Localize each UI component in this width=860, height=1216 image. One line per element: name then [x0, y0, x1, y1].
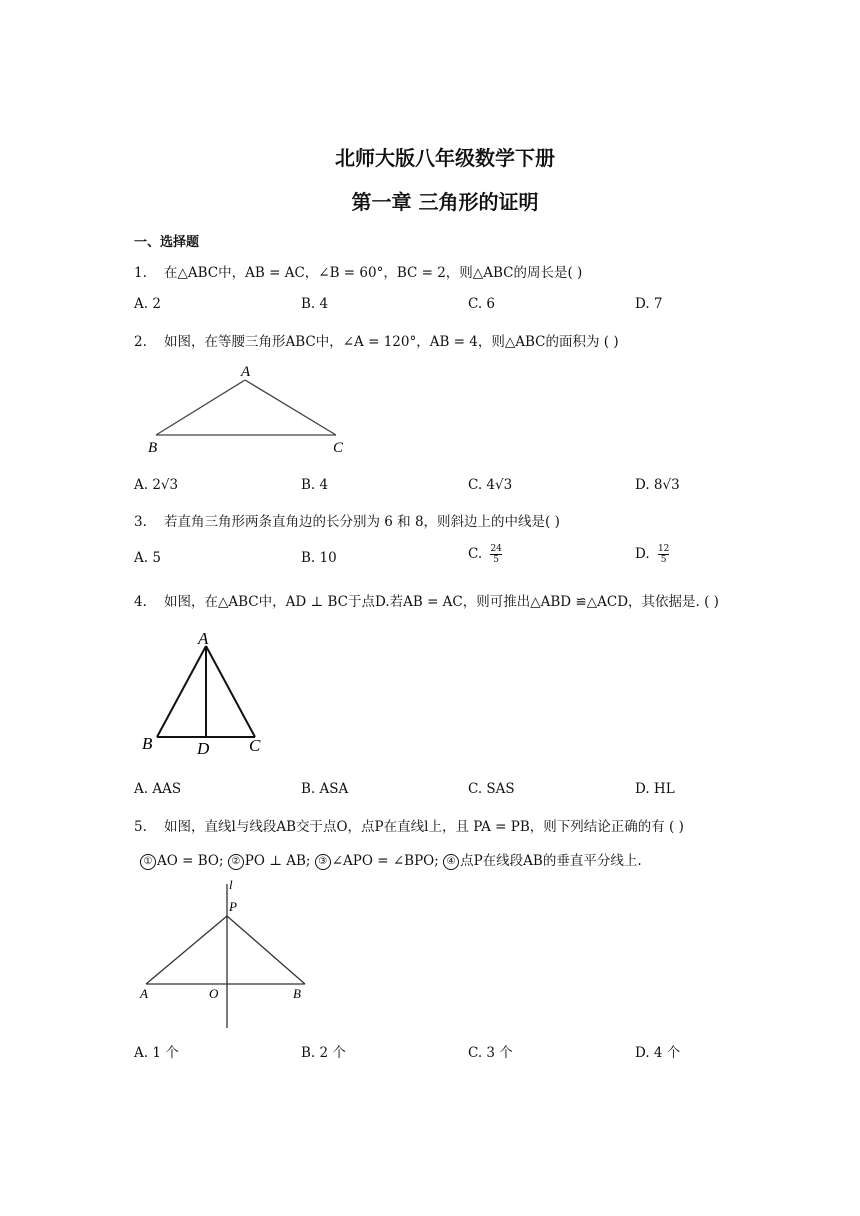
question-text: 如图，在△ABC中，AD ⊥ BC于点D.若AB = AC，则可推出△ABD ≌△ACD，其依据是. ( ) [164, 594, 719, 610]
segment-pb [227, 916, 305, 984]
fraction [490, 544, 501, 565]
q4-option-d[interactable]: D. HL [635, 781, 675, 797]
circled-number-4: ④ [443, 854, 459, 870]
side-ab [157, 646, 206, 737]
line-l-label: l [229, 877, 233, 892]
vertex-b-label: B [142, 734, 153, 753]
question-text: 在△ABC中，AB = AC，∠B = 60°，BC = 2，则△ABC的周长是( ) [164, 265, 583, 281]
vertex-b-label: B [148, 440, 158, 456]
q5-statements [140, 849, 642, 870]
q4-option-b[interactable]: B. ASA [301, 781, 349, 797]
question-number: 3. [134, 514, 147, 530]
q5-option-d[interactable]: D. 4 个 [635, 1045, 681, 1061]
q1-option-a[interactable]: A. 2 [134, 296, 161, 312]
q2-option-a[interactable]: A. 2√3 [134, 477, 179, 493]
point-b-label: B [293, 986, 301, 1001]
question-5 [134, 815, 684, 835]
q1-option-d[interactable]: D. 7 [635, 296, 663, 312]
q3-option-b[interactable]: B. 10 [301, 550, 337, 566]
question-number: 1. [134, 265, 147, 281]
side-ac [206, 646, 255, 737]
vertex-c-label: C [249, 736, 261, 755]
question-text: 如图，直线l与线段AB交于点O，点P在直线l上，且 PA = PB，则下列结论正确的有 ( ) [164, 819, 684, 835]
q1-option-b[interactable]: B. 4 [301, 296, 329, 312]
question-1 [134, 261, 582, 281]
question-text: 若直角三角形两条直角边的长分别为 6 和 8，则斜边上的中线是( ) [164, 514, 560, 530]
doc-title: 北师大版八年级数学下册 [335, 146, 555, 170]
option-letter: C. [468, 546, 483, 562]
q5-option-c[interactable]: C. 3 个 [468, 1045, 513, 1061]
circled-number-2: ② [228, 854, 244, 870]
q5-perpendicular-figure [136, 874, 326, 1032]
q2-triangle-figure [140, 360, 360, 460]
doc-subtitle: 第一章 三角形的证明 [351, 190, 539, 214]
fraction-denominator: 5 [490, 554, 501, 565]
question-3 [134, 510, 560, 530]
q3-option-d[interactable] [635, 544, 669, 565]
statement-1: AO = BO; [157, 853, 224, 869]
point-a-label: A [140, 986, 148, 1001]
segment-pa [146, 916, 227, 984]
fraction-denominator: 5 [658, 554, 669, 565]
side-ab [156, 380, 245, 435]
q5-option-b[interactable]: B. 2 个 [301, 1045, 346, 1061]
question-number: 4. [134, 594, 147, 610]
q3-option-a[interactable]: A. 5 [134, 550, 161, 566]
q2-option-c[interactable]: C. 4√3 [468, 477, 513, 493]
vertex-a-label: A [241, 364, 251, 380]
vertex-d-label: D [197, 739, 210, 758]
q5-option-a[interactable]: A. 1 个 [134, 1045, 179, 1061]
fraction-numerator: 24 [490, 544, 502, 554]
q4-option-c[interactable]: C. SAS [468, 781, 515, 797]
question-4 [134, 590, 719, 610]
q2-option-d[interactable]: D. 8√3 [635, 477, 680, 493]
statement-3: ∠APO = ∠BPO; [331, 853, 439, 869]
fraction [658, 544, 669, 565]
q4-triangle-figure [138, 622, 278, 758]
point-o-label: O [209, 986, 219, 1001]
statement-2: PO ⊥ AB; [244, 853, 311, 869]
question-2 [134, 330, 619, 350]
statement-4: 点P在线段AB的垂直平分线上. [460, 853, 642, 869]
side-ac [245, 380, 336, 435]
question-text: 如图，在等腰三角形ABC中，∠A = 120°，AB = 4，则△ABC的面积为 ( ) [164, 334, 619, 350]
q2-option-b[interactable]: B. 4 [301, 477, 329, 493]
vertex-a-label: A [198, 629, 209, 648]
q3-option-c[interactable] [468, 544, 502, 565]
vertex-c-label: C [333, 440, 344, 456]
circled-number-1: ① [140, 854, 156, 870]
question-number: 2. [134, 334, 147, 350]
circled-number-3: ③ [315, 854, 331, 870]
q1-option-c[interactable]: C. 6 [468, 296, 496, 312]
question-number: 5. [134, 819, 147, 835]
q4-option-a[interactable]: A. AAS [134, 781, 182, 797]
option-letter: D. [635, 546, 650, 562]
section-heading: 一、选择题 [134, 235, 200, 250]
fraction-numerator: 12 [657, 544, 670, 554]
point-p-label: P [229, 899, 237, 914]
